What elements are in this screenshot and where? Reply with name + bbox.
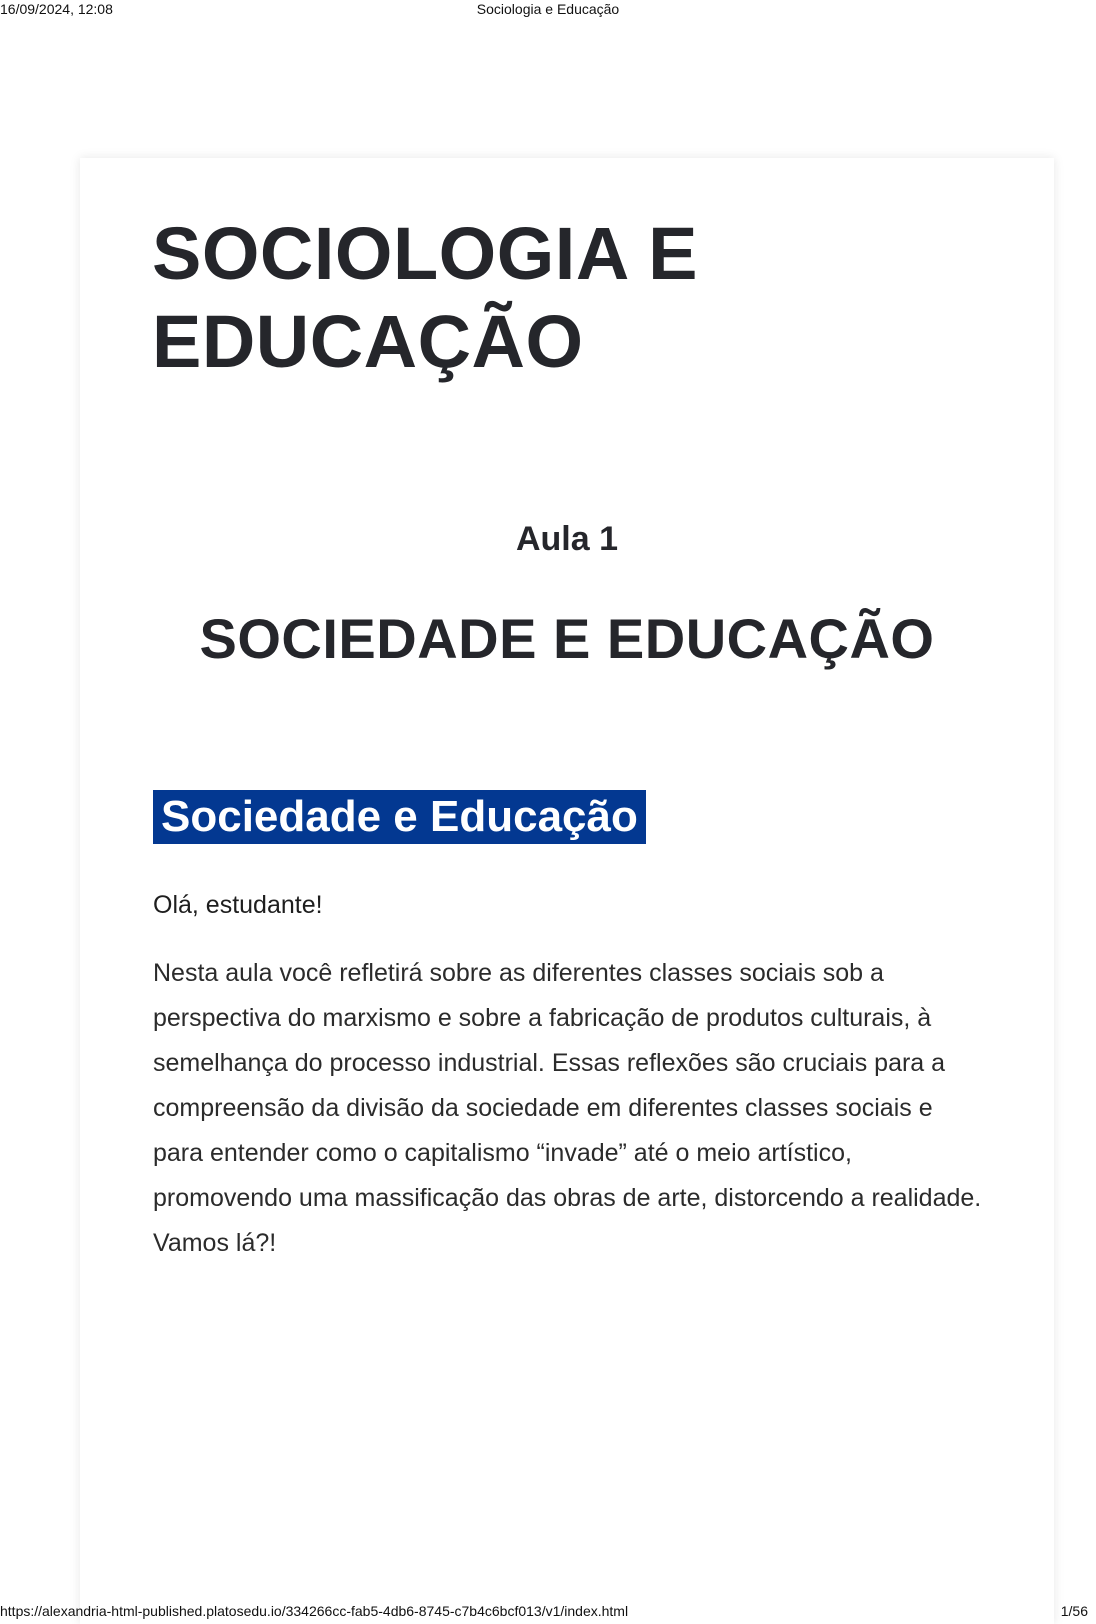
section-heading: Sociedade e Educação [153,790,646,844]
print-page-title: Sociologia e Educação [476,1,620,17]
document-title [152,210,698,386]
print-footer [0,1602,1096,1620]
print-page-indicator: 1/56 [1060,1603,1088,1619]
intro-paragraph: Nesta aula você refletirá sobre as diferentes classes sociais sob a perspectiva do marxismo e sobre a fabricação de produtos culturais, à semelhança do processo industrial. Essas reflexões são cruciais para a compreensão da divisão da sociedade em diferentes classes sociais e para entender como o capitalismo “invade” até o meio artístico, promovendo uma massificação das obras de arte, distorcendo a realidade. Vamos lá?! [153,959,982,1257]
document-page [80,158,1054,1624]
print-url: https://alexandria-html-published.platosedu.io/334266cc-fab5-4db6-8745-c7b4c6bcf013/v1/index.html [0,1603,629,1619]
lesson-number: Aula 1 [515,520,619,558]
lesson-title: SOCIEDADE E EDUCAÇÃO [199,607,935,670]
print-datetime: 16/09/2024, 12:08 [0,1,113,17]
document-title-line-2: EDUCAÇÃO [152,300,584,383]
document-title-line-1: SOCIOLOGIA E [152,212,698,295]
print-header [0,0,1096,18]
greeting-text: Olá, estudante! [153,891,323,919]
